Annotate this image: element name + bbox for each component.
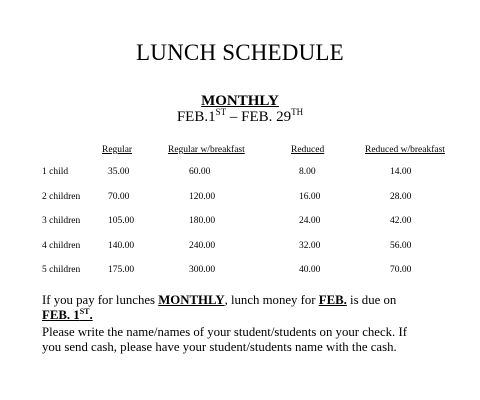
cell-reduced-breakfast: 14.00 (390, 167, 412, 177)
range-separator: – (226, 109, 242, 125)
header-regular: Regular (102, 145, 133, 155)
range-start: FEB.1 (176, 109, 216, 125)
cell-regular-breakfast: 240.00 (189, 241, 216, 251)
cell-regular: 105.00 (108, 216, 135, 226)
cell-reduced: 16.00 (299, 192, 321, 202)
cell-regular: 70.00 (108, 192, 130, 202)
notice-due-date (42, 308, 89, 322)
notice-due-date-period: . (89, 308, 93, 322)
cell-regular-breakfast: 300.00 (189, 265, 216, 275)
notice-text: , lunch money for (224, 293, 319, 307)
cell-regular: 140.00 (108, 241, 135, 251)
range-start-suffix: ST (215, 107, 227, 117)
cell-reduced-breakfast: 70.00 (390, 265, 412, 275)
row-label: 4 children (42, 241, 81, 251)
date-range (0, 109, 480, 126)
cell-regular-breakfast: 120.00 (189, 192, 216, 202)
cell-reduced-breakfast: 42.00 (390, 216, 412, 226)
notice-due-date-suffix: ST (79, 307, 90, 316)
range-end: FEB. 29 (241, 109, 292, 125)
notice-due-date-main: FEB. 1 (42, 308, 80, 322)
cell-regular-breakfast: 60.00 (189, 167, 211, 177)
cell-regular: 35.00 (108, 167, 130, 177)
header-reduced: Reduced (291, 145, 325, 155)
notice-text: If you pay for lunches (42, 293, 159, 307)
notice-line-2 (42, 308, 462, 323)
cell-reduced: 32.00 (299, 241, 321, 251)
row-label: 1 child (42, 167, 69, 177)
cell-reduced: 40.00 (299, 265, 321, 275)
cell-regular-breakfast: 180.00 (189, 216, 216, 226)
notice-line-3: Please write the name/names of your student/students on your check. If (42, 325, 407, 339)
cell-reduced: 24.00 (299, 216, 321, 226)
period-heading: MONTHLY (201, 93, 279, 109)
header-reduced-breakfast: Reduced w/breakfast (365, 145, 445, 155)
cell-reduced: 8.00 (299, 167, 316, 177)
cell-reduced-breakfast: 56.00 (390, 241, 412, 251)
notice-emphasis-month: FEB. (318, 293, 347, 307)
notice-text: is due on (346, 293, 397, 307)
header-regular-breakfast: Regular w/breakfast (168, 145, 245, 155)
notice-line-1 (42, 293, 462, 308)
row-label: 2 children (42, 192, 81, 202)
page-title: LUNCH SCHEDULE (136, 40, 344, 65)
notice-emphasis-monthly: MONTHLY (158, 293, 225, 307)
row-label: 3 children (42, 216, 81, 226)
cell-regular: 175.00 (108, 265, 135, 275)
cell-reduced-breakfast: 28.00 (390, 192, 412, 202)
range-end-suffix: TH (291, 107, 304, 117)
row-label: 5 children (42, 265, 81, 275)
notice-line-4: you send cash, please have your student/students name with the cash. (42, 340, 397, 354)
